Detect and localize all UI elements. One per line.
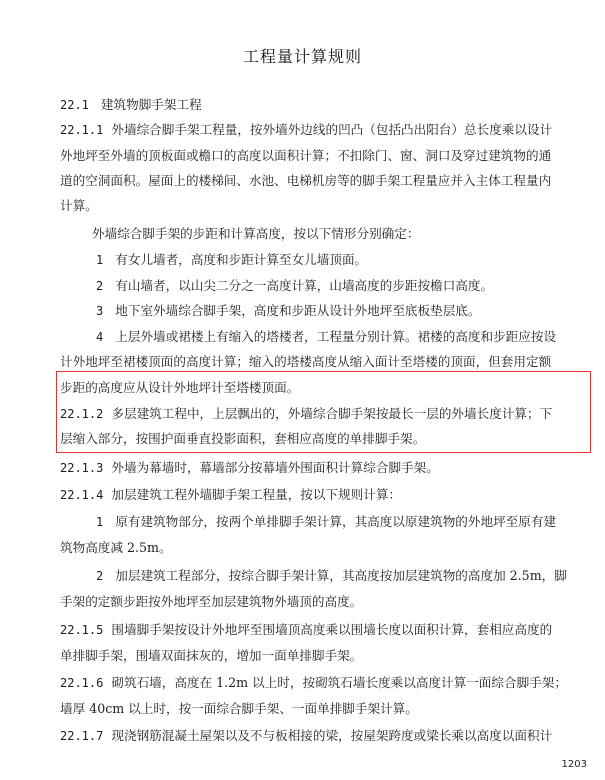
clause-text: 道的空洞面积。屋面上的楼梯间、水池、电梯机房等的脚手架工程量应并入主体工程量内	[60, 173, 552, 188]
clause-line	[60, 487, 401, 503]
clause-line	[60, 198, 98, 214]
clause-text: 单排脚手架，围墙双面抹灰的，增加一面单排脚手架。	[60, 648, 363, 663]
clause-number: 22.1.7	[60, 729, 104, 743]
clause-line	[60, 701, 418, 717]
clause-line	[60, 460, 439, 476]
list-number: 3	[96, 304, 104, 318]
highlighted-clause-line	[60, 406, 552, 422]
clause-text: 外墙综合脚手架工程量，按外墙外边线的凹凸（包括凸出阳台）总长度乘以设计	[111, 122, 553, 137]
section-heading	[60, 97, 202, 113]
list-text: 加层建筑工程部分，按综合脚手架计算，其高度按加层建筑物的高度加 2.5m，脚	[115, 568, 567, 583]
clause-text: 计算。	[60, 198, 98, 213]
section-title: 建筑物脚手架工程	[100, 97, 202, 112]
list-text: 地下室外墙综合脚手架，高度和步距从设计外地坪至底板垫层底。	[115, 303, 481, 318]
list-text: 上层外墙或裙楼上有缩入的塔楼者，工程量分别计算。裙楼的高度和步距应按设	[115, 329, 557, 344]
list-item	[96, 329, 556, 345]
clause-line	[60, 594, 362, 610]
list-item	[96, 303, 480, 319]
clause-line	[60, 148, 551, 164]
clause-text: 围墙脚手架按设计外地坪至围墙顶高度乘以围墙长度以面积计算，套相应高度的	[111, 622, 553, 637]
list-text: 有女儿墙者，高度和步距计算至女儿墙顶面。	[115, 252, 368, 267]
page-number: 1203	[561, 759, 587, 770]
clause-line	[60, 675, 567, 691]
clause-text: 手架的定额步距按外地坪至加层建筑物外墙顶的高度。	[60, 594, 363, 609]
list-text: 原有建筑物部分，按两个单排脚手架计算，其高度以原建筑物的外地坪至原有建	[115, 514, 557, 529]
list-number: 1	[96, 515, 104, 529]
list-number: 4	[96, 330, 104, 344]
highlighted-clause-line	[60, 431, 425, 447]
clause-number: 22.1.5	[60, 623, 104, 637]
clause-text: 层缩入部分，按围护面垂直投影面积，套相应高度的单排脚手架。	[60, 431, 426, 446]
clause-line	[60, 122, 552, 138]
clause-number: 22.1.2	[60, 407, 104, 421]
section-number: 22.1	[60, 98, 89, 112]
list-text: 有山墙者，以山尖二分之一高度计算，山墙高度的步距按檐口高度。	[115, 278, 494, 293]
clause-text: 步距的高度应从设计外地坪计至塔楼顶面。	[60, 380, 300, 395]
clause-text: 外墙综合脚手架的步距和计算高度，按以下情形分别确定：	[92, 226, 420, 241]
clause-text: 现浇钢筋混凝土屋架以及不与板相接的梁，按屋架跨度或梁长乘以高度以面积计	[111, 728, 553, 743]
list-item	[96, 278, 493, 294]
list-number: 2	[96, 569, 104, 583]
list-number: 2	[96, 279, 104, 293]
clause-text: 计外地坪至裙楼顶面的高度计算；缩入的塔楼高度从缩入面计至塔楼的顶面，但套用定额	[60, 354, 552, 369]
clause-text: 砌筑石墙，高度在 1.2m 以上时，按砌筑石墙长度乘以高度计算一面综合脚手架；	[111, 675, 567, 690]
clause-line	[60, 622, 552, 638]
clause-line	[60, 648, 362, 664]
list-number: 1	[96, 253, 104, 267]
clause-line	[60, 728, 552, 744]
list-item	[96, 514, 556, 530]
clause-text: 筑物高度减 2.5m。	[60, 540, 172, 555]
clause-line	[60, 540, 172, 556]
clause-number: 22.1.6	[60, 676, 104, 690]
page-title: 工程量计算规则	[242, 47, 362, 66]
clause-line	[60, 173, 551, 189]
clause-text: 多层建筑工程中，上层飘出的，外墙综合脚手架按最长一层的外墙长度计算；下	[111, 406, 553, 421]
clause-text: 加层建筑工程外墙脚手架工程量，按以下规则计算：	[111, 487, 402, 502]
list-item	[96, 568, 567, 584]
clause-text: 外墙为幕墙时，幕墙部分按幕墙外围面积计算综合脚手架。	[111, 460, 439, 475]
clause-number: 22.1.4	[60, 488, 104, 502]
clause-line	[60, 354, 551, 370]
clause-number: 22.1.1	[60, 123, 104, 137]
clause-line	[92, 226, 419, 242]
clause-text: 外地坪至外墙的顶板面或檐口的高度以面积计算；不扣除门、窗、洞口及穿过建筑物的通	[60, 148, 552, 163]
clause-text: 墙厚 40cm 以上时，按一面综合脚手架、一面单排脚手架计算。	[60, 701, 418, 716]
list-item	[96, 252, 367, 268]
clause-number: 22.1.3	[60, 461, 104, 475]
